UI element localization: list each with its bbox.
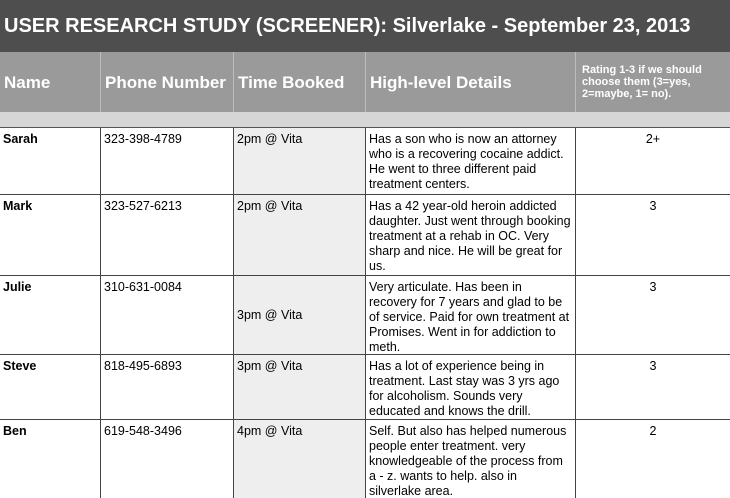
details-cell[interactable]: Very articulate. Has been in recovery for 7 years and glad to be of service. Paid for own treatment at Promises. Went in for addiction to meth.	[366, 276, 576, 354]
time-cell[interactable]: 4pm @ Vita	[234, 420, 366, 498]
rating-cell[interactable]: 3	[649, 359, 657, 373]
name-cell[interactable]: Sarah	[0, 128, 101, 194]
name-cell[interactable]: Ben	[0, 420, 101, 498]
rating-cell[interactable]: 3	[649, 280, 657, 294]
details-cell[interactable]: Has a son who is now an attorney who is a recovering cocaine addict. He went to three different paid treatment centers.	[366, 128, 576, 194]
rating-cell[interactable]: 3	[649, 199, 657, 213]
table-row	[0, 276, 730, 355]
time-cell[interactable]: 2pm @ Vita	[234, 128, 366, 194]
time-cell[interactable]: 3pm @ Vita	[234, 355, 366, 419]
name-cell[interactable]: Julie	[0, 276, 101, 354]
header-rating[interactable]: Rating 1-3 if we should choose them (3=yes, 2=maybe, 1= no).	[582, 64, 702, 100]
spacer-row	[0, 112, 730, 128]
details-cell[interactable]: Has a 42 year-old heroin addicted daughter. Just went through booking treatment at a rehab in OC. Very sharp and nice. He will be great for us.	[366, 195, 576, 275]
name-cell[interactable]: Mark	[0, 195, 101, 275]
rating-cell[interactable]: 2	[649, 424, 657, 438]
phone-cell[interactable]: 323-398-4789	[101, 128, 234, 194]
time-cell[interactable]: 2pm @ Vita	[234, 195, 366, 275]
table-row	[0, 195, 730, 276]
table-row	[0, 128, 730, 195]
sheet-title: USER RESEARCH STUDY (SCREENER): Silverlake - September 23, 2013	[0, 0, 730, 52]
phone-cell[interactable]: 323-527-6213	[101, 195, 234, 275]
header-name[interactable]: Name	[0, 52, 101, 112]
header-time[interactable]: Time Booked	[234, 52, 366, 112]
header-phone[interactable]: Phone Number	[101, 52, 234, 112]
header-details[interactable]: High-level Details	[366, 52, 576, 112]
header-row	[0, 52, 730, 112]
phone-cell[interactable]: 619-548-3496	[101, 420, 234, 498]
name-cell[interactable]: Steve	[0, 355, 101, 419]
table-row	[0, 355, 730, 420]
time-cell[interactable]: 3pm @ Vita	[234, 276, 366, 354]
rating-cell[interactable]: 2+	[645, 132, 661, 146]
table-row	[0, 420, 730, 498]
details-cell[interactable]: Has a lot of experience being in treatment. Last stay was 3 yrs ago for alcoholism. Sounds very educated and knows the drill.	[366, 355, 576, 419]
phone-cell[interactable]: 818-495-6893	[101, 355, 234, 419]
details-cell[interactable]: Self. But also has helped numerous people enter treatment. very knowledgeable of the process from a - z. wants to help. also in silverlake area.	[366, 420, 576, 498]
participant-rows	[0, 128, 730, 498]
phone-cell[interactable]: 310-631-0084	[101, 276, 234, 354]
